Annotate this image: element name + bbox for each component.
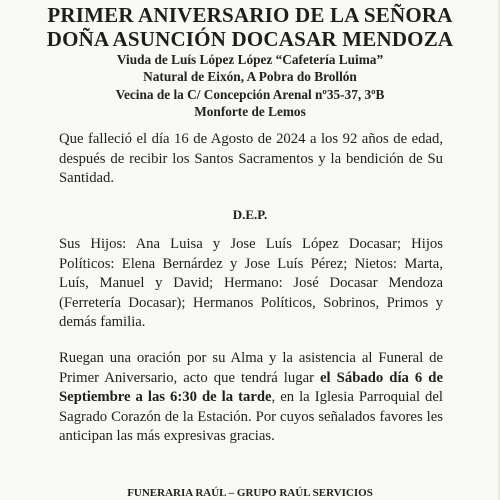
notice-title-line-1: PRIMER ANIVERSARIO DE LA SEÑORA xyxy=(47,3,453,27)
notice-title-line-2: DOÑA ASUNCIÓN DOCASAR MENDOZA xyxy=(46,27,454,51)
invitation-text-start: Ruegan una oración por su Alma y la asistencia al Funeral de Primer Aniversario, acto que tendrá lugar xyxy=(59,350,443,386)
funeral-invitation-paragraph xyxy=(59,349,443,447)
invitation-text-end: , en la Iglesia Parroquial del Sagrado Corazón de la Estación. Por cuyos señalados favores les anticipan las más expresivas gracias. xyxy=(59,389,443,445)
death-announcement-paragraph: Que falleció el día 16 de Agosto de 2024 a los 92 años de edad, después de recibir los Santos Sacramentos y la bendición de Su Santidad. xyxy=(59,131,443,187)
funeral-date-time: el Sábado día 6 de Septiembre a las 6:30 de la tarde xyxy=(59,369,443,406)
notice-header xyxy=(0,3,500,121)
widow-of-line: Viuda de Luís López López “Cafetería Luima” xyxy=(116,52,384,67)
dep-label: D.E.P. xyxy=(232,207,268,222)
birthplace-line: Natural de Eixón, A Pobra do Brollón xyxy=(143,69,357,85)
funeral-home-footer: FUNERARIA RAÚL – GRUPO RAÚL SERVICIOS xyxy=(127,487,373,499)
family-paragraph: Sus Hijos: Ana Luisa y Jose Luís López Docasar; Hijos Políticos: Elena Bernárdez y Jose Luís Pérez; Nietos: Marta, Luís, Manuel y David; Hermano: José Docasar Mendoza (Ferretería Docasar); Hermanos Políticos, Sobrinos, Primos y demás familia. xyxy=(59,236,443,331)
town-line: Monforte de Lemos xyxy=(194,104,306,120)
address-line: Vecina de la C/ Concepción Arenal nº35-37, 3ºB xyxy=(115,86,385,102)
